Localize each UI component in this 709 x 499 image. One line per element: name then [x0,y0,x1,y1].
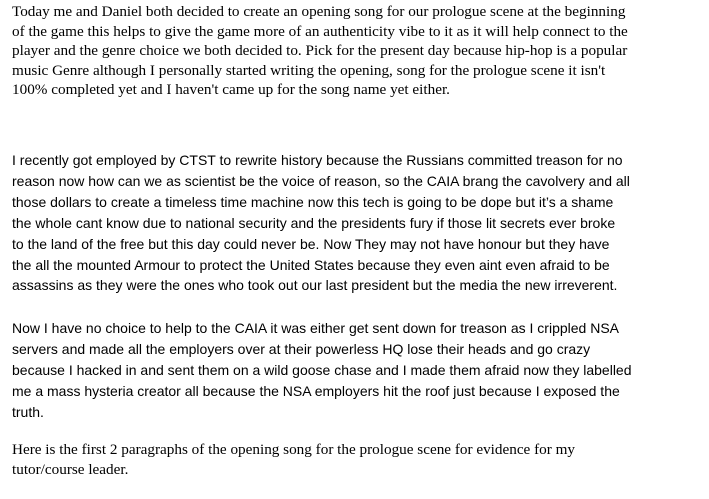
lyrics-paragraph-2: Now I have no choice to help to the CAIA it was either get sent down for treason as I crippled NSA servers and made all the employers over at their powerless HQ lose their heads and go crazy because I hacked in and sent them on a wild goose chase and I made them afraid now they labelled me a mass hysteria creator all because the NSA employers hit the roof just because I exposed the truth. [12,320,632,420]
lyrics-paragraph-1: I recently got employed by CTST to rewrite history because the Russians committed treason for no reason now how can we as scientist be the voice of reason, so the CAIA brang the cavolvery and all those dollars to create a timeless time machine now this tech is going to be dope but it’s a shame the whole cant know due to national security and the presidents fury if those lit secrets ever broke to the land of the free but this day could never be. Now They may not have honour but they have the all the mounted Armour to protect the United States because they even aint even afraid to be assassins as they were the ones who took out our last president but the media the new irreverent. [12,152,630,294]
intro-paragraph: Today me and Daniel both decided to create an opening song for our prologue scene at the beginning of the game this helps to give the game more of an authenticity vibe to it as it will help connect to the player and the genre choice we both decided to. Pick for the present day because hip-hop is a popular music Genre although I personally started writing the opening, song for the prologue scene it isn't 100% completed yet and I haven't came up for the song name yet either. [12,3,628,98]
evidence-note-paragraph: Here is the first 2 paragraphs of the opening song for the prologue scene for evidence for my tutor/course leader. [12,441,576,478]
